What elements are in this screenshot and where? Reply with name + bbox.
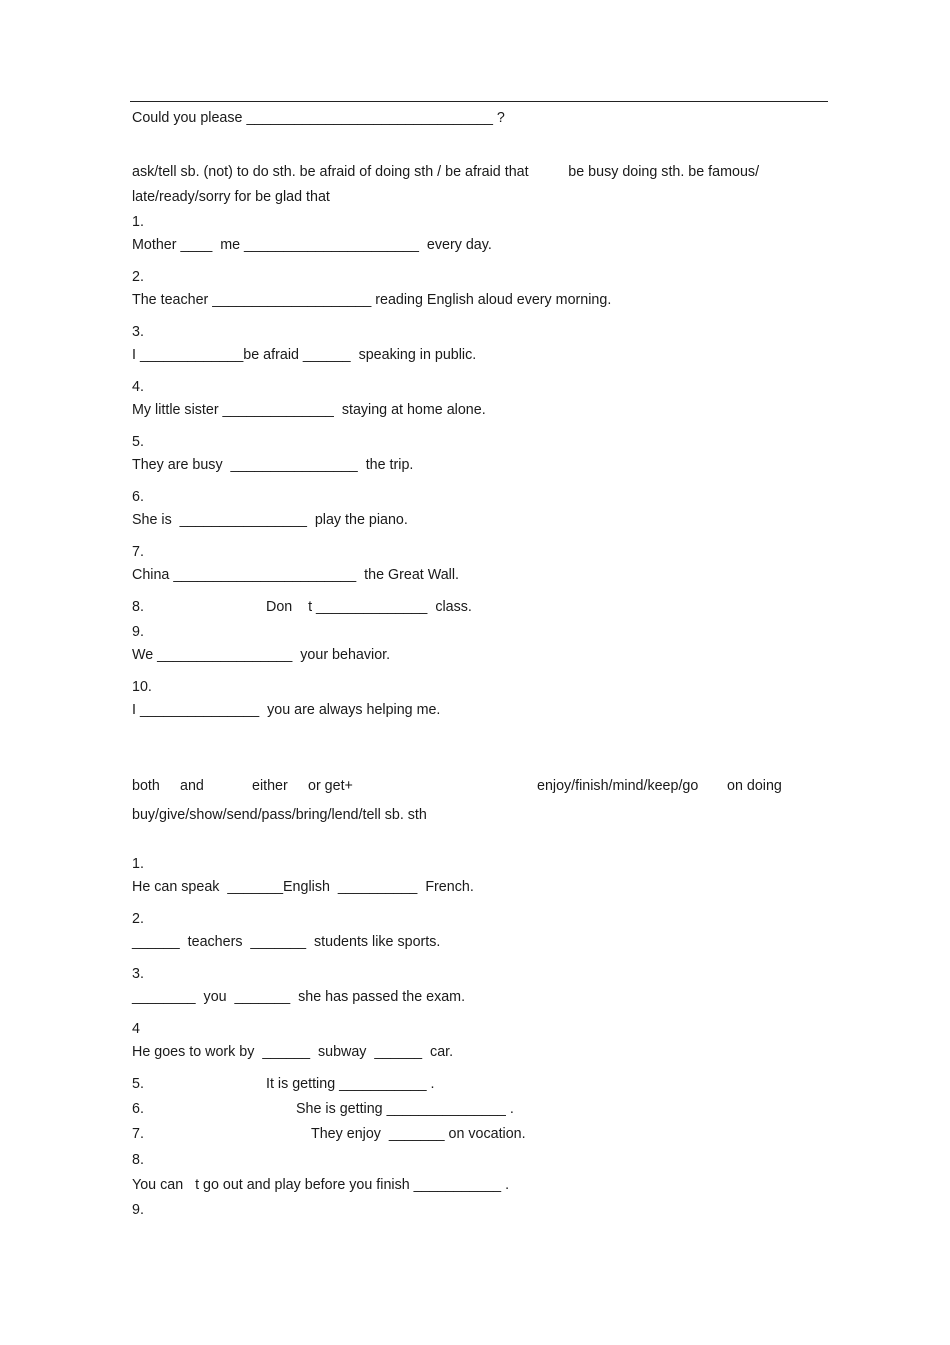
s2-item-3-number: 3.	[132, 966, 144, 982]
section2-intro-line2: buy/give/show/send/pass/bring/lend/tell sb. sth	[132, 807, 427, 823]
s1-item-5-text: They are busy ________________ the trip.	[132, 457, 414, 473]
s2-item-4-text: He goes to work by ______ subway ______ car.	[132, 1044, 454, 1060]
s1-item-2-number: 2.	[132, 269, 144, 285]
s2-item-5-number: 5.	[132, 1076, 144, 1092]
s1-item-6-number: 6.	[132, 489, 144, 505]
s1-item-9-text: We _________________ your behavior.	[132, 647, 391, 663]
s1-item-1-number: 1.	[132, 214, 144, 230]
s2-item-7-text: They enjoy _______ on vocation.	[311, 1126, 526, 1142]
s2-item-7-number: 7.	[132, 1126, 144, 1142]
s1-item-5-number: 5.	[132, 434, 144, 450]
section2-intro-or-get: or get+	[308, 778, 353, 794]
s1-item-7-text: China _______________________ the Great Wall.	[132, 567, 459, 583]
s1-item-8-number: 8.	[132, 599, 144, 615]
s2-item-1-number: 1.	[132, 856, 144, 872]
could-you-please-line: Could you please _______________________________ ?	[132, 110, 505, 126]
s2-item-2-number: 2.	[132, 911, 144, 927]
s1-item-2-text: The teacher ____________________ reading English aloud every morning.	[132, 292, 612, 308]
section2-intro-both: both	[132, 778, 160, 794]
s2-item-4-number: 4	[132, 1021, 140, 1037]
s1-item-9-number: 9.	[132, 624, 144, 640]
s2-item-9-number: 9.	[132, 1202, 144, 1218]
s2-item-3-text: ________ you _______ she has passed the exam.	[132, 989, 466, 1005]
s1-item-3-number: 3.	[132, 324, 144, 340]
s2-item-2-text: ______ teachers _______ students like sports.	[132, 934, 441, 950]
s1-item-4-text: My little sister ______________ staying at home alone.	[132, 402, 486, 418]
s2-item-6-number: 6.	[132, 1101, 144, 1117]
s1-item-1-text: Mother ____ me ______________________ every day.	[132, 237, 492, 253]
s1-item-7-number: 7.	[132, 544, 144, 560]
s2-item-8-number: 8.	[132, 1152, 144, 1168]
s1-item-8-text: Don t ______________ class.	[266, 599, 472, 615]
top-rule	[130, 101, 828, 102]
section1-intro-line1: ask/tell sb. (not) to do sth. be afraid of doing sth / be afraid that be busy doing sth. be famous/	[132, 164, 760, 180]
section1-intro-line2: late/ready/sorry for be glad that	[132, 189, 330, 205]
section2-intro-enjoy: enjoy/finish/mind/keep/go	[537, 778, 699, 794]
section2-intro-either: either	[252, 778, 288, 794]
section2-intro-on-doing: on doing	[727, 778, 782, 794]
section2-intro-and: and	[180, 778, 204, 794]
s2-item-8-text: You can t go out and play before you finish ___________ .	[132, 1177, 510, 1193]
s1-item-10-number: 10.	[132, 679, 152, 695]
s1-item-4-number: 4.	[132, 379, 144, 395]
s1-item-10-text: I _______________ you are always helping me.	[132, 702, 441, 718]
s2-item-5-text: It is getting ___________ .	[266, 1076, 435, 1092]
s1-item-6-text: She is ________________ play the piano.	[132, 512, 408, 528]
s1-item-3-text: I _____________be afraid ______ speaking in public.	[132, 347, 477, 363]
s2-item-6-text: She is getting _______________ .	[296, 1101, 514, 1117]
s2-item-1-text: He can speak _______English __________ French.	[132, 879, 474, 895]
